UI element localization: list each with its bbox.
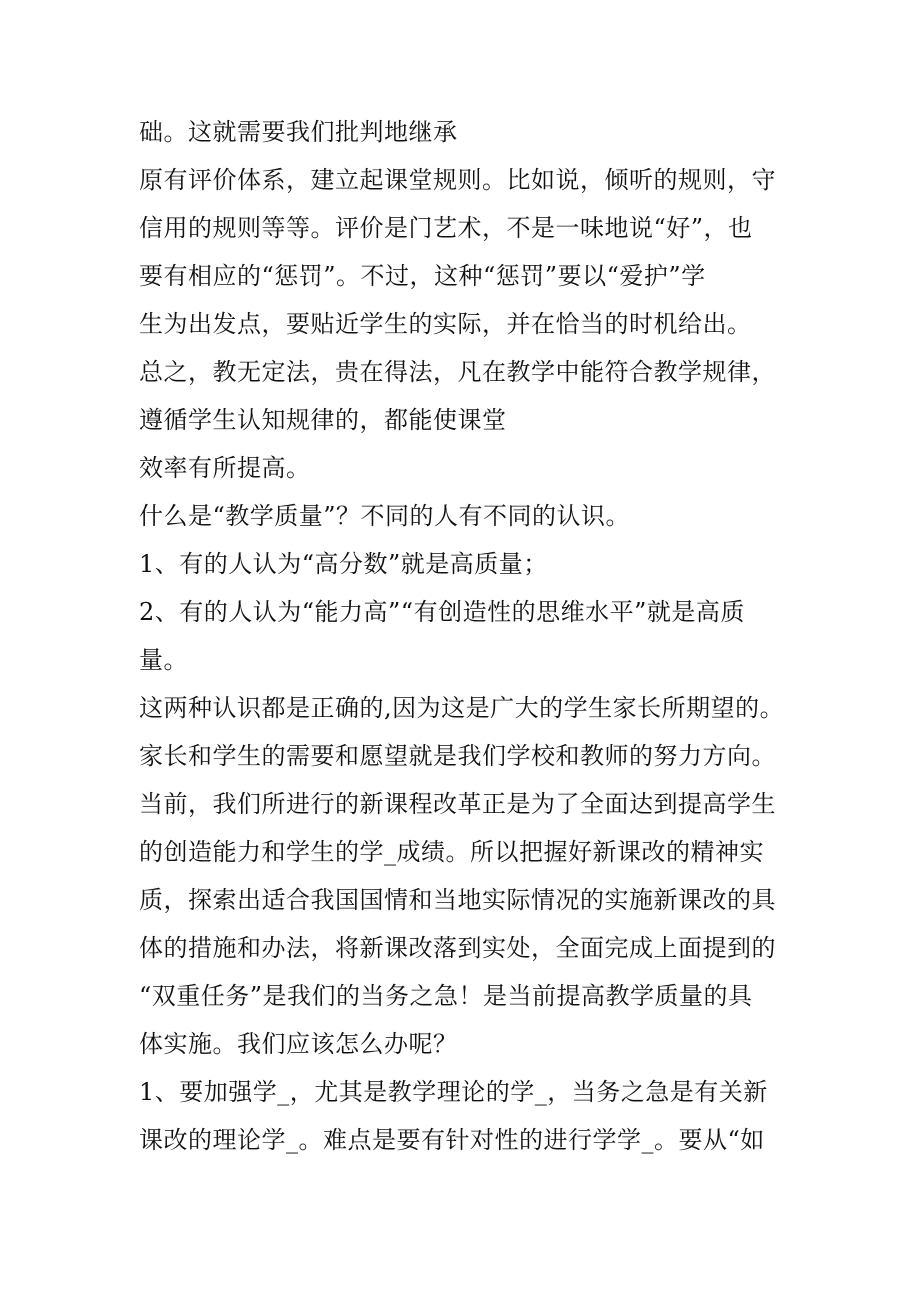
text-line: 当前，我们所进行的新课程改革正是为了全面达到提高学生 (139, 790, 776, 818)
text-line: 1、要加强学_，尤其是教学理论的学_，当务之急是有关新 (139, 1078, 768, 1106)
text-line: 要有相应的“惩罚”。不过，这种“惩罚”要以“爱护”学 (139, 262, 706, 290)
text-line: 原有评价体系，建立起课堂规则。比如说，倾听的规则，守 (139, 166, 776, 194)
text-line: “双重任务”是我们的当务之急！是当前提高教学质量的具 (139, 982, 753, 1010)
text-line: 生为出发点，要贴近学生的实际，并在恰当的时机给出。 (139, 310, 752, 338)
text-line: 1、有的人认为“高分数”就是高质量； (139, 550, 548, 578)
text-line: 效率有所提高。 (139, 454, 311, 482)
text-line: 础。这就需要我们批判地继承 (139, 118, 458, 146)
text-line: 质，探索出适合我国国情和当地实际情况的实施新课改的具 (139, 886, 776, 914)
text-line: 量。 (139, 646, 188, 674)
text-line: 课改的理论学_。难点是要有针对性的进行学学_。要从“如 (139, 1126, 765, 1154)
text-line: 2、有的人认为“能力高”“有创造性的思维水平”就是高质 (139, 598, 745, 626)
text-line: 体的措施和办法，将新课改落到实处，全面完成上面提到的 (139, 934, 776, 962)
text-line: 什么是“教学质量”？不同的人有不同的认识。 (139, 502, 631, 530)
text-line: 体实施。我们应该怎么办呢？ (139, 1030, 458, 1058)
text-line: 家长和学生的需要和愿望就是我们学校和教师的努力方向。 (139, 742, 776, 770)
text-line: 这两种认识都是正确的,因为这是广大的学生家长所期望的。 (139, 694, 785, 722)
text-line: 的创造能力和学生的学_成绩。所以把握好新课改的精神实 (139, 838, 764, 866)
document-body (139, 108, 799, 1164)
text-line: 信用的规则等等。评价是门艺术，不是一味地说“好”，也 (139, 214, 753, 242)
text-line: 总之，教无定法，贵在得法，凡在教学中能符合教学规律， (139, 358, 776, 386)
text-line: 遵循学生认知规律的，都能使课堂 (139, 406, 507, 434)
